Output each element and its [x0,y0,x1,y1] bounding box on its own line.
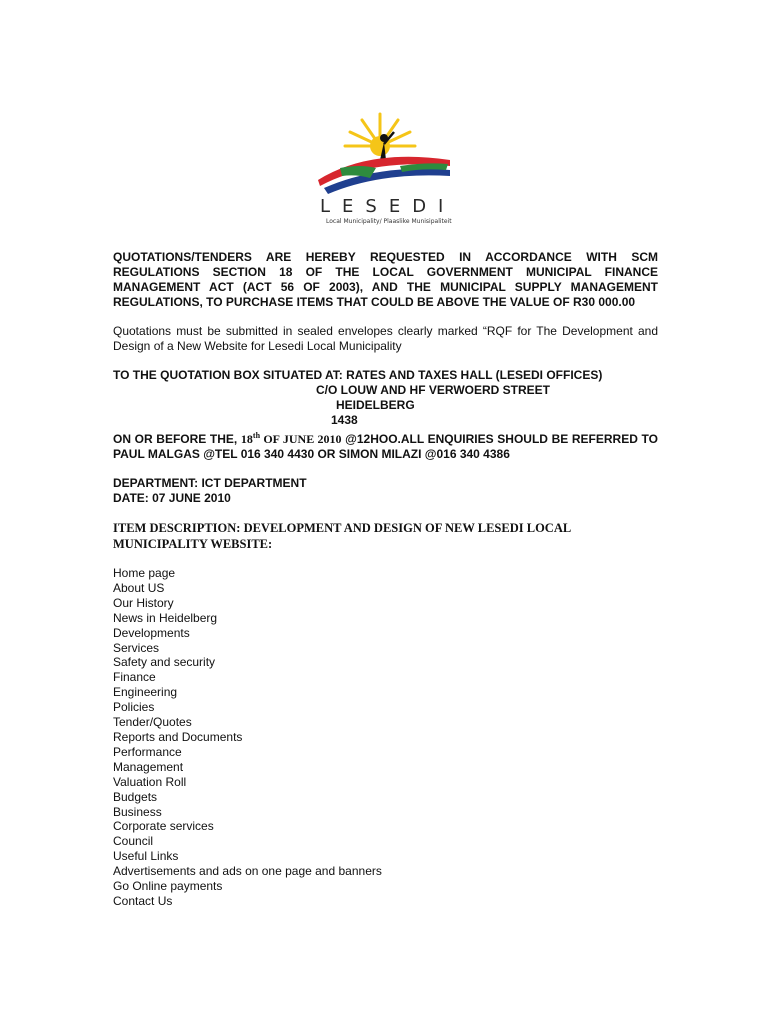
list-item: Performance [113,744,182,759]
logo-wordmark: LESEDI [320,196,456,217]
deadline-date-rest: OF JUNE 2010 [260,432,342,446]
list-item: About US [113,580,165,595]
list-item: Engineering [113,685,178,700]
list-item: Reports and Documents [113,729,243,744]
list-item: Safety and security [113,655,216,670]
lesedi-emblem-icon [300,108,470,198]
department-line: DEPARTMENT: ICT DEPARTMENT [113,476,307,490]
department-block [113,476,658,506]
date-line: DATE: 07 JUNE 2010 [113,491,231,505]
list-item: Home page [113,566,176,580]
address-block [113,368,658,428]
deadline-day-suffix: th [252,431,261,440]
quotation-note: Quotations must be submitted in sealed envelopes clearly marked “RQF for The Development and Design of a New Website for Lesedi Local Municipality [113,324,658,353]
logo-subtitle: Local Municipality/ Plaaslike Munisipaliteit [326,218,452,225]
lesedi-logo [300,108,470,228]
list-item: Budgets [113,789,158,804]
address-line-4: 1438 [331,413,358,427]
deadline-day: 18 [240,432,253,446]
deadline-prefix: ON OR BEFORE THE, [113,432,241,446]
deadline-paragraph [113,428,658,462]
list-item: Useful Links [113,849,179,864]
list-item: Services [113,640,160,655]
list-item: Council [113,834,154,849]
list-item: Corporate services [113,819,214,834]
website-items-list [113,566,658,909]
list-item: Contact Us [113,893,173,908]
intro-paragraph: QUOTATIONS/TENDERS ARE HEREBY REQUESTED IN ACCORDANCE WITH SCM REGULATIONS SECTION 18 OF THE LOCAL GOVERNMENT MUNICIPAL FINANCE MANAGEMENT ACT (ACT 56 OF 2003), AND THE MUNICIPAL SUPPLY MANAGEMENT REGULATIONS, TO PURCHASE ITEMS THAT COULD BE ABOVE THE VALUE OF R30 000.00 [113,250,658,309]
list-item: Finance [113,670,156,685]
list-item: Business [113,804,162,819]
list-item: News in Heidelberg [113,610,218,625]
list-item: Advertisements and ads on one page and banners [113,864,382,879]
list-item: Policies [113,700,155,715]
list-item: Developments [113,625,190,640]
list-item: Tender/Quotes [113,715,192,730]
list-item: Valuation Roll [113,774,187,789]
document-body [113,250,658,909]
item-description: ITEM DESCRIPTION: DEVELOPMENT AND DESIGN OF NEW LESEDI LOCAL MUNICIPALITY WEBSITE: [113,521,571,551]
list-item: Go Online payments [113,879,223,894]
list-item: Management [113,759,184,774]
deadline-rest: @12HOO.ALL ENQUIRIES SHOULD BE REFERRED TO PAUL MALGAS @TEL 016 340 4430 OR SIMON MILAZI @016 340 4386 [113,432,658,461]
address-line-3: HEIDELBERG [336,398,415,412]
address-line-1: TO THE QUOTATION BOX SITUATED AT: RATES AND TAXES HALL (LESEDI OFFICES) [113,368,603,382]
list-item: Our History [113,595,174,610]
address-line-2: C/O LOUW AND HF VERWOERD STREET [316,383,550,397]
